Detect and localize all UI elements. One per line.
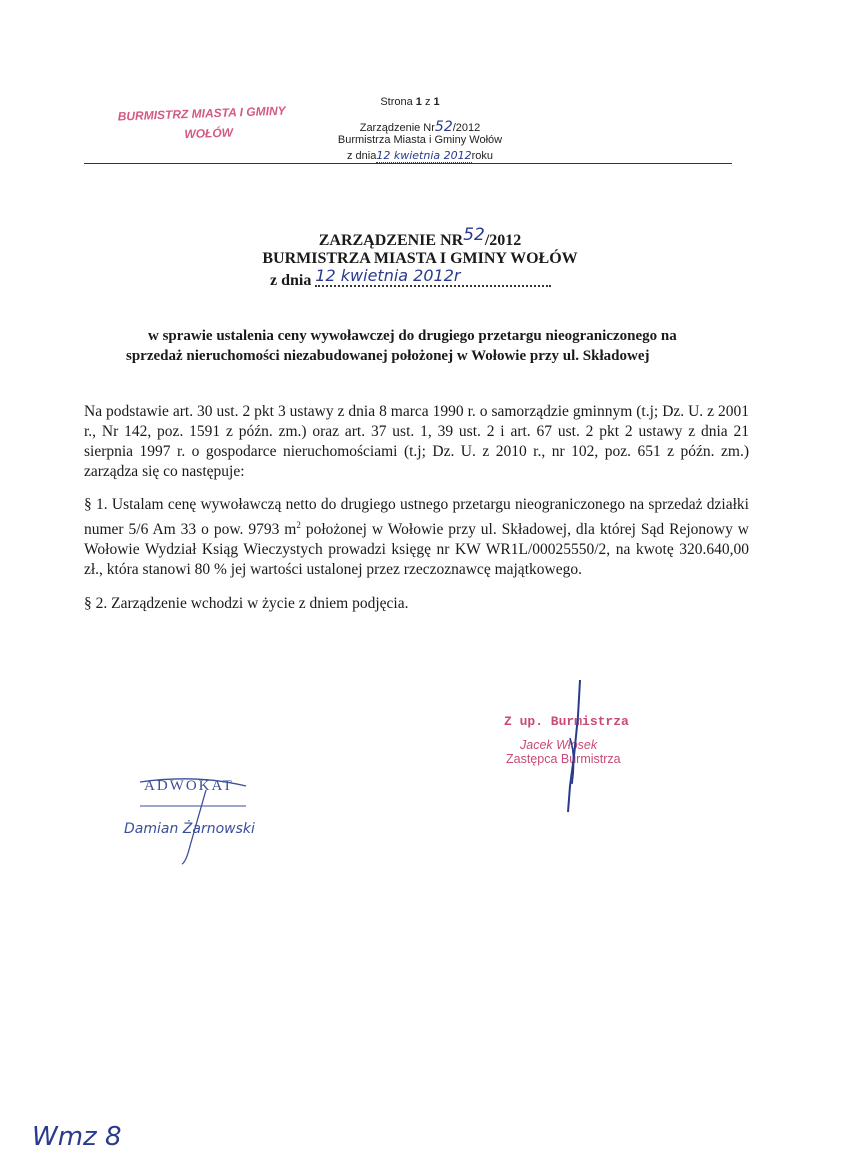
subject-line2: sprzedaż nieruchomości niezabudowanej położonej w Wołowie przy ul. Składowej <box>126 348 650 364</box>
section-2-paragraph: § 2. Zarządzenie wchodzi w życie z dniem podjęcia. <box>84 595 409 612</box>
handwritten-date: 12 kwietnia 2012 <box>376 149 472 162</box>
issuer-stamp-line2: WOŁÓW <box>184 125 234 142</box>
document-issuer: BURMISTRZA MIASTA I GMINY WOŁÓW <box>262 250 578 267</box>
header-date: z dnia12 kwietnia 2012roku <box>346 149 494 162</box>
section-1-paragraph: § 1. Ustalam cenę wywoławczą netto do drugiego ustnego przetargu nieograniczonego na sprzedaż działki numer 5/6 Am 33 o pow. 9793 $m^2$ położonej w Wołowie przy ul. Składowej, dla której Sąd Rejonowy w Wołowie Wydział Ksiąg Wieczystych prowadzi księgę nr KW WR1L/00025550/2, na kwotę 320.640,00 zł., która stanowi 80 % jej wartości ustalonej przez rzeczoznawcę majątkowego. <box>84 496 749 579</box>
signature-line2: Jacek Włosek <box>520 738 598 752</box>
advocate-title: ADWOKAT <box>144 778 234 794</box>
subject-line1: w sprawie ustalenia ceny wywoławczej do drugiego przetargu nieograniczonego na <box>148 328 677 344</box>
handwritten-title-number: 52 <box>463 225 485 245</box>
bottom-handwritten-note: Wmz 8 <box>32 1122 122 1152</box>
document-title: ZARZĄDZENIE NR52/2012 <box>318 225 522 249</box>
header-divider <box>84 163 732 164</box>
handwritten-number: 52 <box>434 119 453 135</box>
advocate-name: Damian Żarnowski <box>124 821 255 837</box>
issuer-stamp <box>117 103 318 144</box>
header-issuer: Burmistrza Miasta i Gminy Wołów <box>337 134 503 146</box>
signature-line1: Z up. Burmistrza <box>504 714 629 729</box>
signature-line3: Zastępca Burmistrza <box>506 752 621 766</box>
page-indicator: Strona 1 z 1 <box>380 96 440 108</box>
document-date: z dnia 12 kwietnia 2012r <box>270 270 570 291</box>
header-reference: Zarządzenie Nr52/2012 <box>359 119 481 135</box>
issuer-stamp-line1: BURMISTRZ MIASTA I GMINY <box>117 103 286 124</box>
document-subject <box>126 326 746 366</box>
handwritten-signature <box>548 676 598 816</box>
advocate-signature-scribble <box>136 776 286 866</box>
handwritten-title-date: 12 kwietnia 2012r <box>315 266 551 287</box>
legal-basis-paragraph: Na podstawie art. 30 ust. 2 pkt 3 ustawy z dnia 8 marca 1990 r. o samorządzie gminnym (t.j; Dz. U. z 2001 r., Nr 142, poz. 1591 z późn. zm.) oraz art. 37 ust. 1, 39 ust. 2 i art. 67 ust. 2 pkt 2 ustawy z dnia 21 sierpnia 1997 r. o gospodarce nieruchomościami (t.j; Dz. U. z 2010 r., nr 102, poz. 651 z późn. zm.) zarządza się co następuje: <box>84 403 749 480</box>
